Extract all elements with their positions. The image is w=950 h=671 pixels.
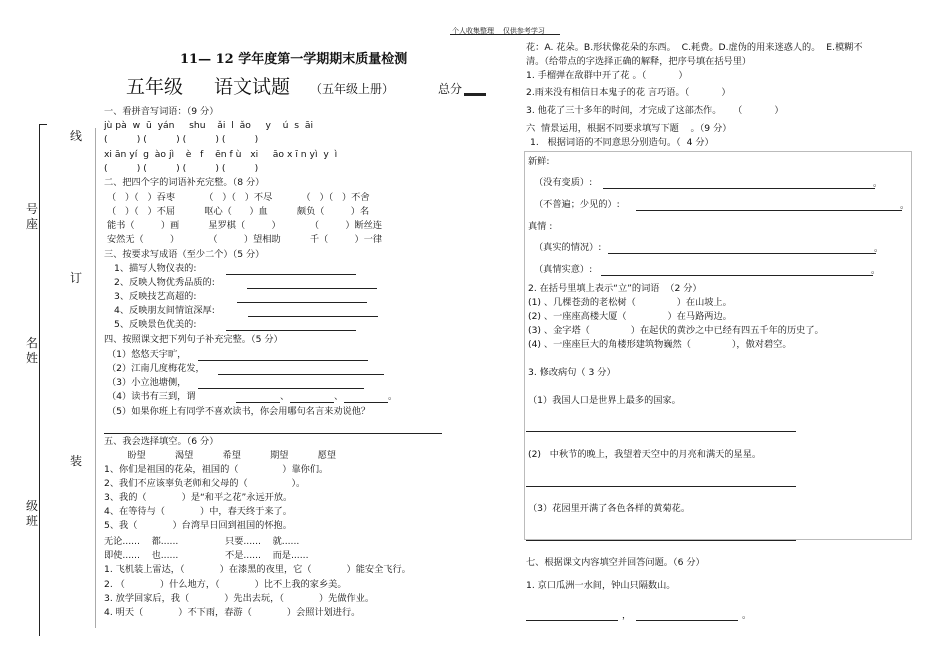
q2-heading: 二、把四个字的词语补充完整。（8 分） bbox=[104, 177, 265, 188]
li-item2[interactable]: (2) 、一座座高楼大厦（ ）在马路两边。 bbox=[528, 311, 732, 322]
binding-line bbox=[39, 124, 40, 636]
binding-zhuang: 装 bbox=[70, 454, 83, 468]
q3-blank5[interactable] bbox=[226, 330, 356, 331]
q4-blank4b[interactable] bbox=[290, 402, 334, 403]
q2-row2[interactable]: （ ）（ ）不屈 呕心（ ）血 颇负（ ）名 bbox=[107, 206, 370, 217]
hua-item2[interactable]: 2.雨来没有相信日本鬼子的花 言巧语。（ ） bbox=[526, 87, 731, 98]
q5-conj-item1[interactable]: 1. 飞机装上雷达，（ ）在漆黑的夜里，它（ ）能安全飞行。 bbox=[104, 564, 411, 575]
binding-tick bbox=[39, 124, 47, 125]
q5-conj-item3[interactable]: 3. 放学回家后，我（ ）先出去玩，（ ）先做作业。 bbox=[104, 593, 375, 604]
edition-label: （五年级上册） bbox=[310, 82, 395, 96]
xinxian-meaning2: （不普遍；少见的）: bbox=[534, 199, 620, 210]
q5-conj-row1: 无论...... 都...... 只要...... 就...... bbox=[104, 536, 300, 547]
label-banji-2: 班 bbox=[26, 514, 39, 528]
exam-title: 11— 12 学年度第一学期期末质量检测 bbox=[180, 52, 408, 67]
q7-item1: 1. 京口瓜洲一水间，钟山只隔数山。 bbox=[526, 580, 676, 591]
q2-row1[interactable]: （ ）（ ）吞枣 （ ）（ ）不尽 （ ）（ ）不舍 bbox=[107, 192, 370, 203]
word-zhenqing: 真情 : bbox=[528, 221, 553, 232]
bingju-2: (2) 中秋节的晚上，我望着天空中的月亮和满天的星星。 bbox=[528, 449, 762, 460]
bingju-1: （1）我国人口是世界上最多的国家。 bbox=[528, 395, 681, 406]
q7-heading: 七、根据课文内容填空并回答问题。（6 分） bbox=[526, 557, 705, 568]
q3-item1: 1、描写人物仪表的: bbox=[114, 263, 197, 274]
q5-word-bank: 盼望 渴望 希望 期望 愿望 bbox=[104, 450, 337, 461]
q5-item3[interactable]: 3、我的（ ）是“和平之花”永远开放。 bbox=[104, 492, 293, 503]
q6-sub3-heading: 3. 修改病句（ 3 分） bbox=[528, 367, 616, 378]
q4-item5: （5）如果你班上有同学不喜欢读书，你会用哪句名言来劝说他？ bbox=[107, 406, 371, 417]
subject-label: 语文试题 bbox=[214, 76, 291, 98]
q4-blank1[interactable] bbox=[198, 360, 368, 361]
xinxian-end1: 。 bbox=[873, 178, 883, 189]
q3-item4: 4、反映朋友间情谊深厚: bbox=[114, 305, 215, 316]
li-item3[interactable]: (3) 、金字塔（ ）在起伏的黄沙之中已经有四五千年的历史了。 bbox=[528, 325, 824, 336]
margin-line bbox=[95, 128, 96, 628]
label-xingming-2: 姓 bbox=[26, 351, 39, 365]
xinxian-end2: 。 bbox=[900, 200, 910, 211]
binding-xian: 线 bbox=[70, 129, 83, 143]
q4-blank5[interactable] bbox=[104, 433, 442, 434]
q7-blank2[interactable] bbox=[636, 620, 738, 621]
q3-item3: 3、反映技艺高超的: bbox=[114, 291, 197, 302]
total-score-label: 总分 bbox=[438, 82, 463, 96]
label-zuohao-2: 座 bbox=[26, 217, 39, 231]
zhenqing-meaning2: （真情实意）: bbox=[534, 264, 593, 275]
q5-heading: 五、我会选择填空。（6 分） bbox=[104, 436, 219, 447]
q5-conj-item2[interactable]: 2. （ ）什么地方，（ ）比不上我的家乡美。 bbox=[104, 579, 347, 590]
q4-sep1: 、 bbox=[280, 391, 290, 402]
bingju-2-answer[interactable] bbox=[526, 486, 796, 487]
q1-pinyin-row2: xi ān yí g ào jì è f ēn f ù xi āo x ī n yì y ì bbox=[104, 149, 338, 160]
q5-conj-item4[interactable]: 4. 明天（ ）不下雨，春游（ ）会照计划进行。 bbox=[104, 607, 361, 618]
q4-item1: （1）悠悠天宇旷， bbox=[107, 349, 187, 360]
zhenqing-end2: 。 bbox=[871, 265, 881, 276]
q5-conj-row2: 即使...... 也...... 不是...... 而是...... bbox=[104, 550, 309, 561]
hua-instruction: 清。（给带点的字选择正确的解释，把序号填在括号里） bbox=[526, 56, 752, 67]
hua-definitions: 花：A. 花朵。B.形状像花朵的东西。 C.耗费。D.虚伪的用来迷惑人的。 E.模糊不 bbox=[526, 42, 863, 53]
q3-heading: 三、按要求写成语（至少二个）（5 分） bbox=[104, 249, 265, 260]
q1-answer-row1[interactable]: ( ) ( ) ( ) ( ) bbox=[104, 134, 259, 145]
q2-row3[interactable]: 能书（ ）画 星罗棋（ ） （ ）断丝连 bbox=[107, 220, 383, 231]
q1-pinyin-row1: jù pà w ū yán shu ǎi l ǎo y ú s āi bbox=[104, 120, 314, 131]
bingju-1-answer[interactable] bbox=[526, 431, 796, 432]
q4-item4: （4）读书有三到，谓 bbox=[107, 391, 196, 402]
q3-blank4[interactable] bbox=[248, 316, 378, 317]
q5-item5[interactable]: 5、我（ ）台湾早日回到祖国的怀抱。 bbox=[104, 520, 292, 531]
q4-blank3[interactable] bbox=[198, 388, 364, 389]
q7-blank1[interactable] bbox=[526, 620, 618, 621]
q4-sep2: 、 bbox=[334, 391, 344, 402]
grade-label: 五年级 bbox=[126, 76, 184, 98]
q5-item4[interactable]: 4、在等待与（ ）中，春天终于来了。 bbox=[104, 506, 292, 517]
q7-comma: ， bbox=[622, 610, 632, 621]
header-note: 个人收集整理 仅供参考学习 bbox=[452, 27, 545, 35]
xinxian-blank1[interactable] bbox=[603, 188, 875, 189]
q3-blank2[interactable] bbox=[247, 288, 377, 289]
xinxian-blank2[interactable] bbox=[636, 210, 902, 211]
word-xinxian: 新鲜: bbox=[528, 156, 550, 167]
hua-item1[interactable]: 1. 手榴弹在敌群中开了花 。（ ） bbox=[526, 70, 688, 81]
q4-end: 。 bbox=[388, 391, 398, 402]
label-banji-1: 级 bbox=[26, 499, 39, 513]
zhenqing-meaning1: （真实的情况）: bbox=[534, 242, 602, 253]
li-item1[interactable]: (1) 、几棵苍劲的老松树（ ）在山坡上。 bbox=[528, 297, 732, 308]
q3-blank1[interactable] bbox=[226, 274, 356, 275]
q5-item2[interactable]: 2、我们不应该辜负老师和父母的（ ）。 bbox=[104, 478, 306, 489]
q4-blank2[interactable] bbox=[218, 374, 384, 375]
q1-answer-row2[interactable]: ( ) ( ) ( ) ( ) bbox=[104, 163, 259, 174]
q4-item3: （3）小立池塘侧， bbox=[107, 377, 187, 388]
q4-heading: 四、按照课文把下列句子补充完整。（5 分） bbox=[104, 334, 283, 345]
q6-heading: 六 情景运用，根据不同要求填写下题 。（9 分） bbox=[526, 123, 732, 134]
zhenqing-blank1[interactable] bbox=[608, 253, 876, 254]
hua-item3[interactable]: 3. 他花了三十多年的时间，才完成了这部杰作。 （ ） bbox=[526, 105, 784, 116]
zhenqing-end1: 。 bbox=[874, 243, 884, 254]
q2-row4[interactable]: 安然无（ ） （ ）望相助 千（ ）一律 bbox=[107, 234, 383, 245]
label-xingming-1: 名 bbox=[26, 336, 39, 350]
q1-heading: 一、看拼音写词语：（9 分） bbox=[104, 106, 219, 117]
header-underline bbox=[450, 34, 560, 35]
zhenqing-blank2[interactable] bbox=[601, 275, 873, 276]
li-item4[interactable]: (4) 、一座座巨大的角楼形建筑物巍然（ ），傲对碧空。 bbox=[528, 339, 792, 350]
q3-blank3[interactable] bbox=[237, 302, 367, 303]
total-score-blank[interactable] bbox=[464, 93, 486, 96]
q6-sub1: 1. 根据词语的不同意思分别造句。（ 4 分） bbox=[530, 137, 714, 148]
q3-item2: 2、反映人物优秀品质的: bbox=[114, 277, 215, 288]
q5-item1[interactable]: 1、你们是祖国的花朵，祖国的（ ）靠你们。 bbox=[104, 464, 329, 475]
q6-sub2-heading: 2. 在括号里填上表示“立”的词语 （2 分） bbox=[528, 283, 702, 294]
label-zuohao-1: 号 bbox=[26, 202, 39, 216]
q4-blank4c[interactable] bbox=[344, 402, 388, 403]
q4-item2: （2）江南几度梅花发， bbox=[107, 363, 205, 374]
binding-ding: 订 bbox=[70, 271, 83, 285]
q4-blank4a[interactable] bbox=[236, 402, 280, 403]
bingju-3: （3）花园里开满了各色各样的黄菊花。 bbox=[528, 503, 691, 514]
q3-item5: 5、反映景色优美的: bbox=[114, 319, 197, 330]
q7-end: 。 bbox=[742, 610, 752, 621]
bingju-3-answer[interactable] bbox=[526, 540, 796, 541]
xinxian-meaning1: （没有变质）: bbox=[534, 177, 593, 188]
